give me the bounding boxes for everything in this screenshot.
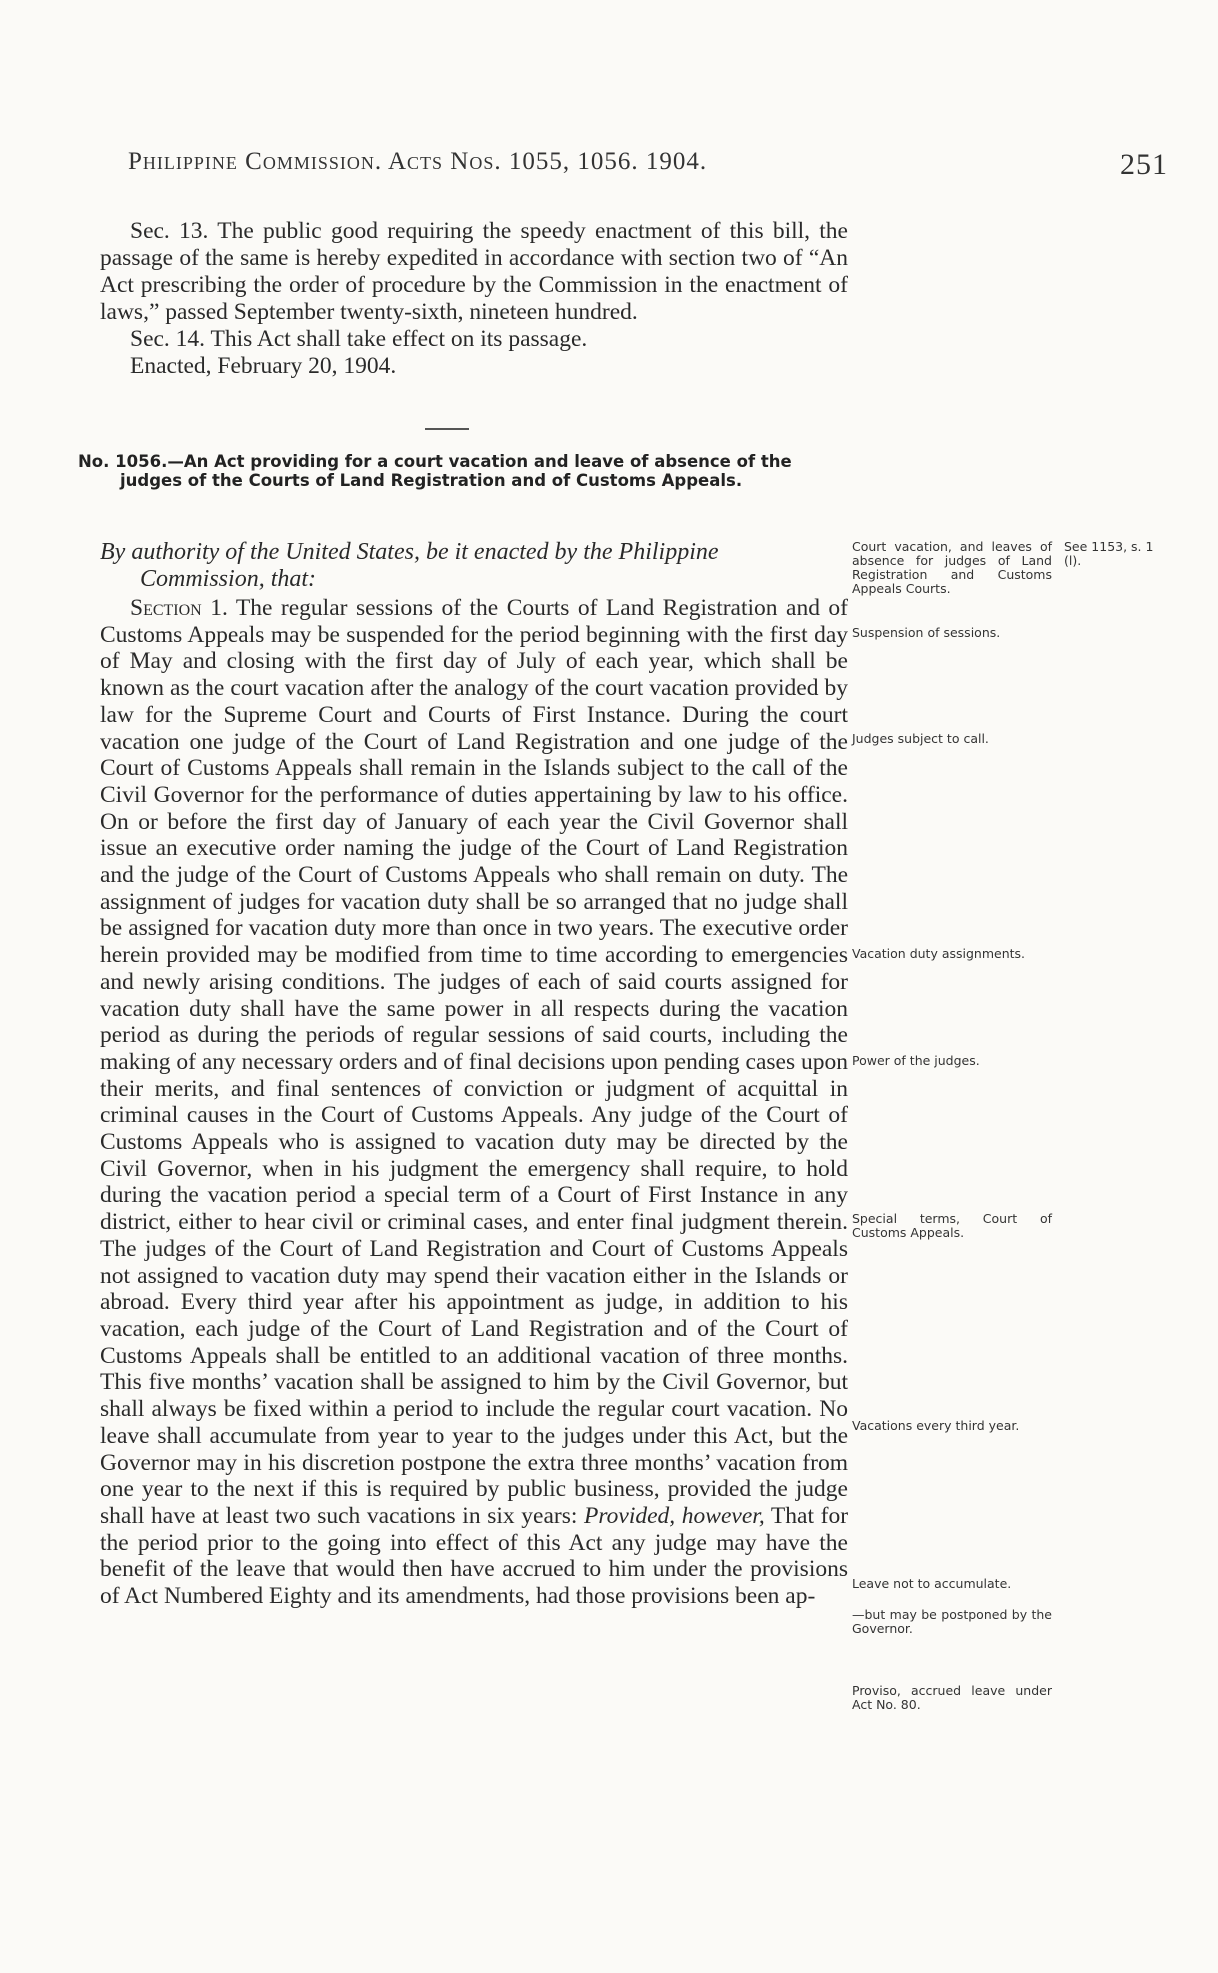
section-1: [100, 595, 848, 1610]
previous-act-conclusion: [100, 218, 848, 380]
section-label: Section 1.: [130, 595, 228, 621]
margin-note: Special terms, Court of Customs Appeals.: [852, 1211, 1052, 1240]
margin-note: Suspension of sessions.: [852, 625, 1001, 640]
section-1-text-continued: That for the period prior to the going into effect of this Act any judge may have the benefit of the leave that would then have accrued to him under the provisions of Act Numbered Eighty and its amendments, had those provisions been ap-: [100, 1502, 849, 1610]
act-title-text: No. 1056.—An Act providing for a court vacation and leave of absence of the judges of the Courts of Land Registration and of Customs Appeals.: [78, 452, 792, 490]
proviso-phrase: Provided, however,: [584, 1502, 765, 1529]
section-1-text: The regular sessions of the Courts of Land Registration and of Customs Appeals may be suspended for the period beginning with the first day of May and closing with the first day of July of each year, which shall be known as the court vacation after the analogy of the court vacation provided by law for the Supreme Court and Courts of First Instance. During the court vacation one judge of the Court of Land Registration and one judge of the Court of Customs Appeals shall remain in the Islands subject to the call of the Civil Governor for the performance of duties appertaining by law to his office. On or before the first day of January of each year the Civil Governor shall issue an executive order naming the judge of the Court of Land Registration and the judge of the Court of Customs Appeals who shall remain on duty. The assignment of judges for vacation duty shall be so arranged that no judge shall be assigned for vacation duty more than once in two years. The executive order herein provided may be modified from time to time according to emergencies and newly arising conditions. The judges of each of said courts assigned for vacation duty shall have the same power in all respects during the vacation period as during the periods of regular sessions of said courts, including the making of any necessary orders and of final decisions upon pending cases upon their merits, and final sentences of conviction or judgment of acquittal in criminal causes in the Court of Customs Appeals. Any judge of the Court of Customs Appeals who is assigned to vacation duty may be directed by the Civil Governor, when in his judgment the emergency shall require, to hold during the vacation period a special term of a Court of First Instance in any district, either to hear civil or criminal cases, and enter final judgment therein. The judges of the Court of Land Registration and Court of Customs Appeals not assigned to vacation duty may spend their vacation either in the Islands or abroad. Every third year after his appointment as judge, in addition to his vacation, each judge of the Court of Land Registration and of the Court of Customs Appeals shall be entitled to an additional vacation of three months. This five months’ vacation shall be assigned to him by the Civil Governor, but shall always be fixed within a period to include the regular court vacation. No leave shall accumulate from year to year to the judges under this Act, but the Governor may in his discretion postpone the extra three months’ vacation from one year to the next if this is required by public business, provided the judge shall have at least two such vacations in six years:: [100, 595, 849, 1529]
section-divider: [425, 428, 469, 430]
act-title: [78, 452, 848, 490]
margin-note: Power of the judges.: [852, 1053, 980, 1068]
page-header: [128, 148, 1168, 188]
enactment-date: Enacted, February 20, 1904.: [130, 353, 397, 379]
running-title: Philippine Commission. Acts Nos. 1055, 1056. 1904.: [128, 148, 708, 175]
section-13: Sec. 13. The public good requiring the speedy enactment of this bill, the passage of the same is hereby expedited in accordance with section two of “An Act prescribing the order of procedure by the Commission in the enactment of laws,” passed September twenty-sixth, nineteen hundred.: [100, 218, 848, 325]
section-14: Sec. 14. This Act shall take effect on its passage.: [130, 326, 588, 352]
margin-note: Vacations every third year.: [852, 1418, 1020, 1433]
enacting-line-2: Commission, that:: [140, 566, 317, 592]
page-number: 251: [1120, 148, 1168, 181]
margin-note: Judges subject to call.: [852, 731, 989, 746]
enacting-line-1: By authority of the United States, be it enacted by the Philippine: [100, 539, 719, 565]
section-1-body: [100, 595, 848, 1610]
margin-note: Proviso, accrued leave under Act No. 80.: [852, 1683, 1052, 1712]
margin-note: —but may be postponed by the Governor.: [852, 1607, 1052, 1636]
margin-note: Leave not to accumulate.: [852, 1576, 1012, 1591]
cross-reference: See 1153, s. 1 (l).: [1064, 539, 1154, 568]
margin-note: Court vacation, and leaves of absence for judges of Land Registration and Customs Appeals Courts.: [852, 539, 1052, 596]
margin-note: Vacation duty assignments.: [852, 946, 1026, 961]
enacting-clause: [100, 539, 848, 593]
